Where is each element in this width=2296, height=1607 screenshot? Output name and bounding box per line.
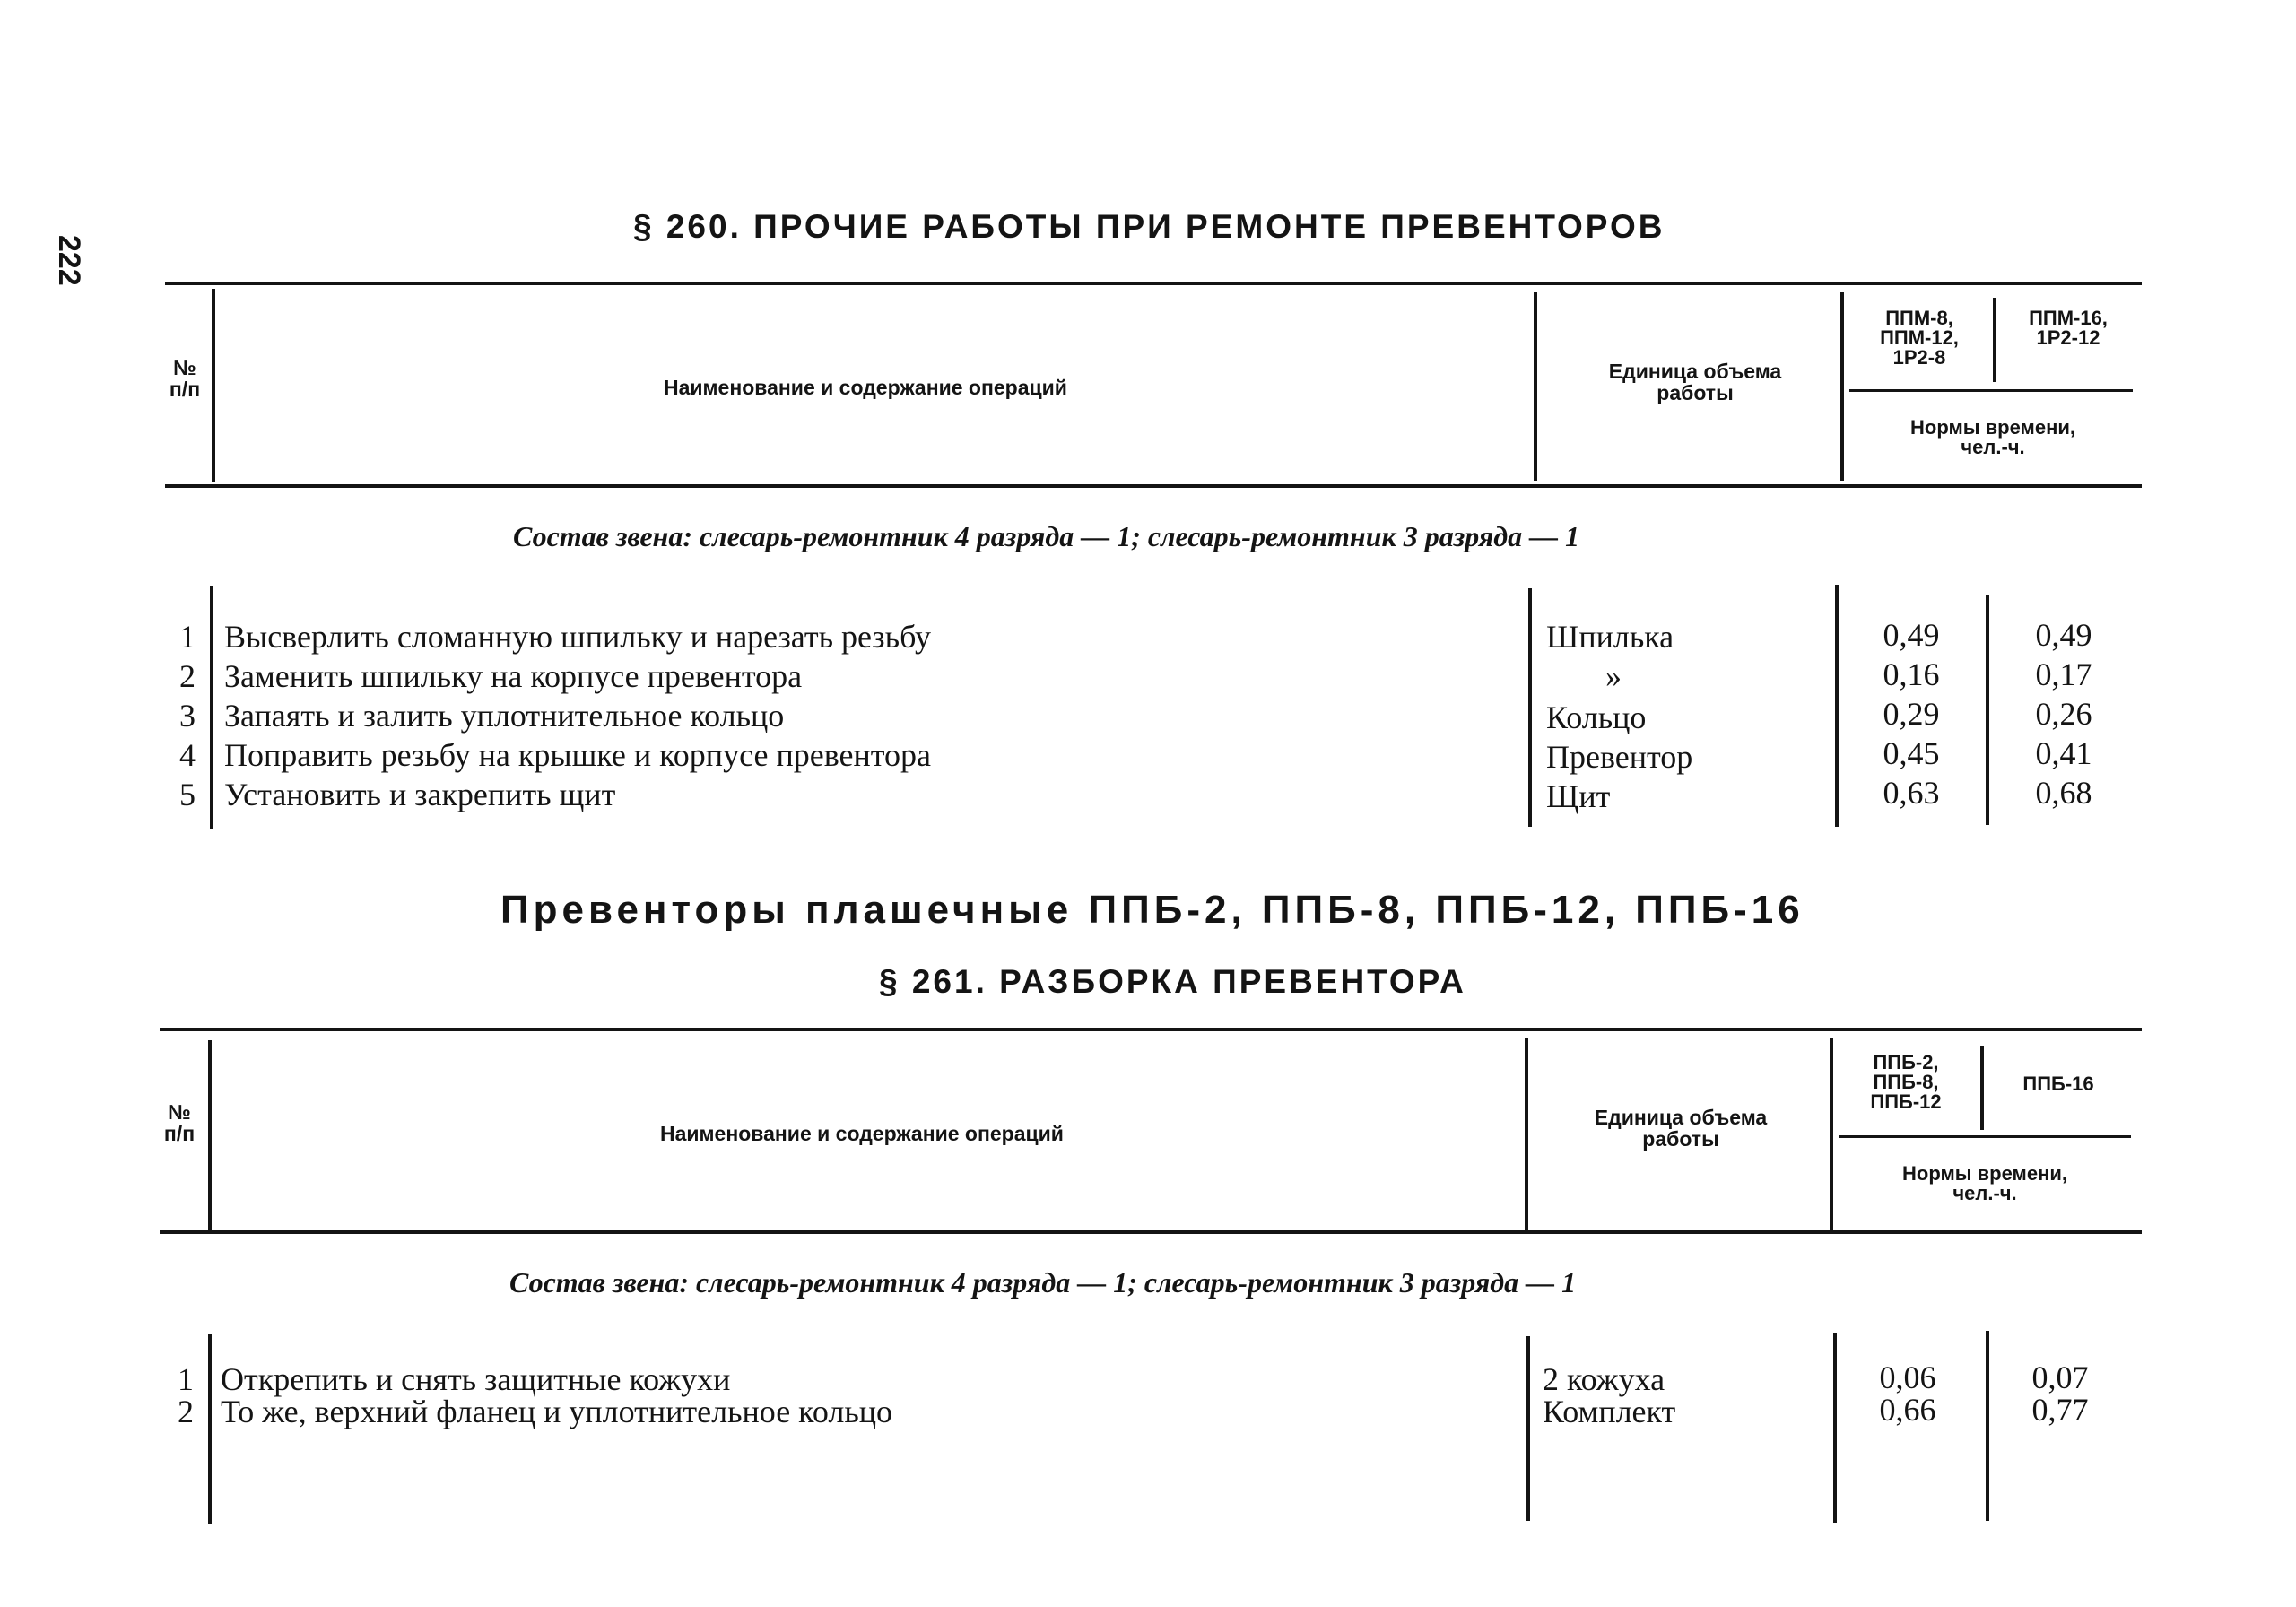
norm-value-b: 0,68: [2035, 775, 2092, 811]
unit: Превентор: [1546, 739, 1693, 775]
column-header-name: Наименование и содержание операций: [664, 376, 1067, 399]
row-number: 1: [179, 619, 196, 655]
column-divider: [1993, 298, 1996, 382]
row-number: 3: [179, 698, 196, 734]
section-260-crew: Состав звена: слесарь-ремонтник 4 разряда — 1; слесарь-ремонтник 3 разряда — 1: [513, 520, 1580, 552]
operation-name: Установить и закрепить щит: [224, 777, 616, 812]
column-header-name: Наименование и содержание операций: [660, 1122, 1064, 1145]
column-divider: [1534, 292, 1537, 481]
norm-value-b: 0,17: [2035, 656, 2092, 692]
norms-rule: [1839, 1135, 2131, 1138]
operation-name: Высверлить сломанную шпильку и нарезать резьбу: [224, 619, 932, 655]
column-divider: [1980, 1046, 1984, 1130]
column-header-ppb-16: ППБ-16: [2022, 1073, 2094, 1095]
column-divider: [1986, 595, 1989, 825]
operation-name: Запаять и залить уплотнительное кольцо: [224, 698, 785, 734]
norm-value-b: 0,77: [2031, 1392, 2089, 1428]
norm-value-b: 0,26: [2035, 696, 2092, 732]
row-number: 4: [179, 737, 196, 773]
unit: Шпилька: [1546, 619, 1674, 655]
column-divider: [1833, 1333, 1837, 1523]
column-divider: [210, 586, 213, 829]
column-divider: [208, 1334, 212, 1524]
unit: Щит: [1546, 778, 1611, 814]
unit: Комплект: [1543, 1394, 1676, 1429]
column-header-ppb-2-8-12: ППБ-2, ППБ-8, ППБ-12: [1870, 1051, 1942, 1113]
section-260-title: § 260. ПРОЧИЕ РАБОТЫ ПРИ РЕМОНТЕ ПРЕВЕНТОРОВ: [633, 208, 1665, 245]
operation-name: Заменить шпильку на корпусе превентора: [224, 658, 803, 694]
operation-name: То же, верхний фланец и уплотнительное кольцо: [221, 1394, 893, 1429]
unit: »: [1605, 658, 1622, 694]
norm-value-a: 0,49: [1883, 617, 1940, 653]
unit: 2 кожуха: [1543, 1361, 1665, 1397]
norm-value-b: 0,41: [2035, 735, 2092, 771]
column-divider: [1526, 1336, 1530, 1521]
unit: Кольцо: [1546, 699, 1647, 735]
row-number: 2: [178, 1394, 194, 1429]
norm-value-a: 0,29: [1883, 696, 1940, 732]
column-divider: [1835, 585, 1839, 827]
table-top-rule: [160, 1028, 2142, 1031]
row-number: 5: [179, 777, 196, 812]
norm-value-b: 0,49: [2035, 617, 2092, 653]
column-divider: [1525, 1038, 1528, 1230]
column-divider: [1986, 1331, 1989, 1521]
column-header-number: № п/п: [163, 1100, 196, 1145]
operation-name: Поправить резьбу на крышке и корпусе превентора: [224, 737, 931, 773]
norm-value-b: 0,07: [2031, 1359, 2089, 1395]
column-header-norms: Нормы времени, чел.-ч.: [1902, 1162, 2067, 1204]
section-261-crew: Состав звена: слесарь-ремонтник 4 разряда — 1; слесарь-ремонтник 3 разряда — 1: [509, 1266, 1577, 1299]
operation-name: Открепить и снять защитные кожухи: [221, 1361, 731, 1397]
group-title: Превенторы плашечные ППБ-2, ППБ-8, ППБ-12, ППБ-16: [500, 888, 1805, 932]
section-261-title: § 261. РАЗБОРКА ПРЕВЕНТОРА: [879, 963, 1466, 1000]
column-divider: [208, 1040, 212, 1230]
norm-value-a: 0,06: [1879, 1359, 1936, 1395]
column-divider: [1840, 292, 1844, 481]
column-header-unit: Единица объема работы: [1594, 1106, 1768, 1151]
row-number: 1: [178, 1361, 194, 1397]
table-header-bottom-rule: [160, 1230, 2142, 1234]
norm-value-a: 0,66: [1879, 1392, 1936, 1428]
column-divider: [212, 289, 215, 482]
table-header-bottom-rule: [165, 484, 2142, 488]
column-header-ppm-16: ППМ-16, 1Р2-12: [2029, 307, 2108, 349]
row-number: 2: [179, 658, 196, 694]
column-divider: [1528, 588, 1532, 827]
norm-value-a: 0,45: [1883, 735, 1940, 771]
page-number: 222: [52, 235, 86, 286]
column-divider: [1830, 1038, 1833, 1230]
norm-value-a: 0,63: [1883, 775, 1940, 811]
column-header-number: № п/п: [169, 356, 201, 401]
column-header-ppm-8-12: ППМ-8, ППМ-12, 1Р2-8: [1880, 307, 1959, 369]
column-header-unit: Единица объема работы: [1608, 360, 1782, 404]
table-top-rule: [165, 282, 2142, 285]
norm-value-a: 0,16: [1883, 656, 1940, 692]
column-header-norms: Нормы времени, чел.-ч.: [1910, 416, 2075, 458]
norms-rule: [1849, 389, 2133, 392]
